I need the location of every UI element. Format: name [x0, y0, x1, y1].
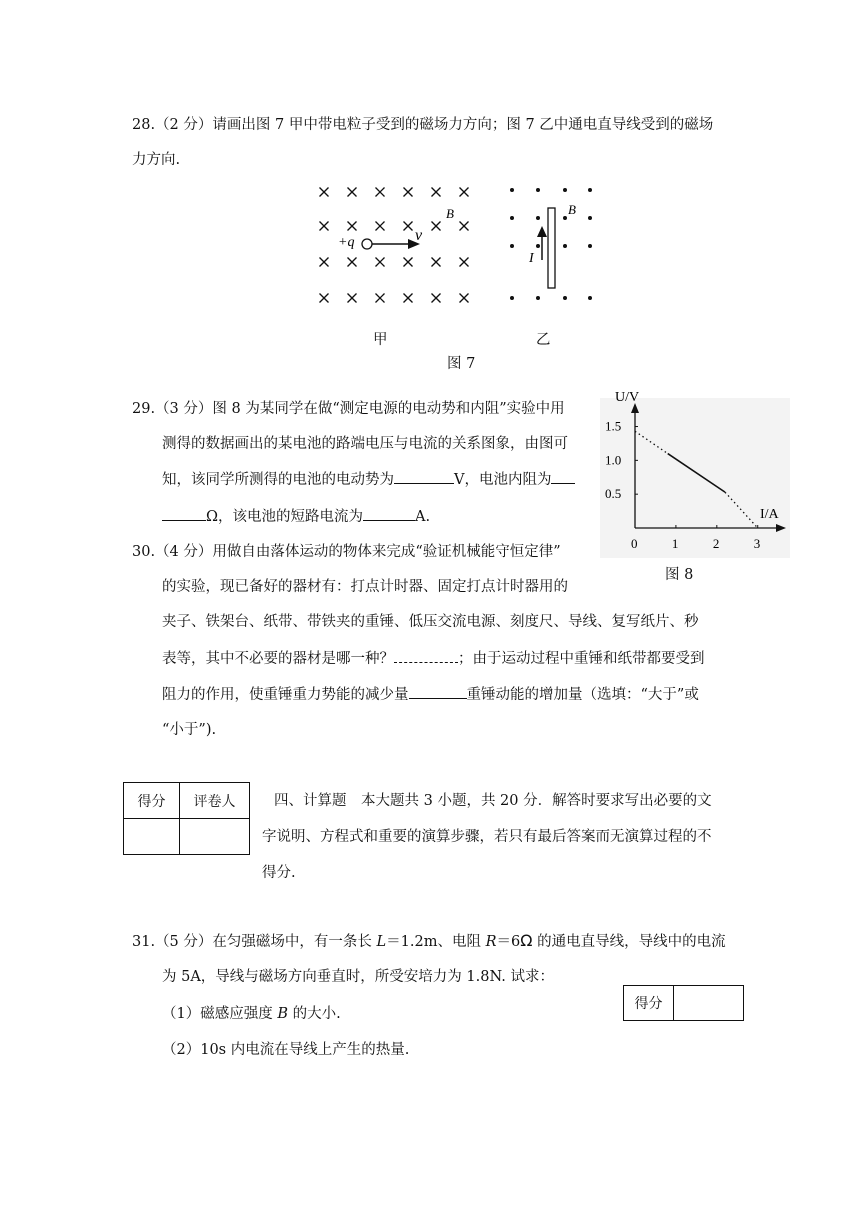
cross-mark	[376, 258, 385, 267]
cross-mark	[348, 294, 357, 303]
section4-line2: 字说明、方程式和重要的演算步骤，若只有最后答案而无演算过程的不	[262, 829, 712, 845]
emf-blank[interactable]	[394, 469, 454, 484]
cross-mark	[460, 188, 469, 197]
current-label: I	[529, 251, 534, 266]
x-tick-label: 0	[631, 536, 638, 551]
field-dot	[536, 296, 540, 300]
field-dot	[588, 244, 592, 248]
cross-mark	[348, 258, 357, 267]
cross-mark	[320, 222, 329, 231]
figure8-caption: 图 8	[665, 567, 694, 583]
q29-line4: Ω，该电池的短路电流为 A.	[162, 506, 430, 527]
cross-mark	[404, 222, 413, 231]
cross-mark	[404, 188, 413, 197]
section4-score-table	[123, 782, 250, 855]
field-dot	[536, 244, 540, 248]
grader-cell[interactable]	[180, 819, 250, 855]
cross-mark	[432, 188, 441, 197]
field-dot	[536, 216, 540, 220]
q29-line2: 测得的数据画出的某电池的路端电压与电流的关系图象，由图可	[162, 436, 568, 452]
figure7-caption: 图 7	[447, 356, 476, 372]
charge-label: +q	[338, 235, 355, 250]
q31-score-label: 得分	[624, 986, 674, 1021]
cross-mark	[432, 258, 441, 267]
figure7-right	[500, 180, 610, 310]
cross-mark	[460, 258, 469, 267]
field-label-left: B	[446, 206, 454, 221]
q28-line1: 28.（2 分）请画出图 7 甲中带电粒子受到的磁场力方向；图 7 乙中通电直导线受到的磁场	[132, 117, 714, 133]
figure7-left	[300, 180, 500, 320]
comparison-blank[interactable]	[409, 684, 467, 699]
y-tick-label: 1.5	[605, 418, 622, 434]
field-dot	[588, 216, 592, 220]
field-dot	[510, 244, 514, 248]
field-dot	[510, 188, 514, 192]
charge-circle	[362, 239, 372, 249]
x-axis-label: I/A	[760, 507, 779, 522]
field-dot	[510, 296, 514, 300]
cross-mark	[404, 294, 413, 303]
unnecessary-item-blank[interactable]	[394, 648, 458, 663]
q28-line2: 力方向.	[132, 152, 181, 168]
q30-line1: 30.（4 分）用做自由落体运动的物体来完成“验证机械能守恒定律”	[132, 544, 561, 560]
cross-mark	[320, 188, 329, 197]
x-tick-label: 2	[712, 536, 720, 551]
field-dot	[563, 244, 567, 248]
q30-line6: “小于”).	[162, 722, 217, 738]
field-dot	[588, 188, 592, 192]
cross-mark	[348, 188, 357, 197]
field-dot	[563, 188, 567, 192]
y-tick-label: 0.5	[605, 486, 622, 502]
grader-header: 评卷人	[180, 783, 250, 819]
figure8-chart	[600, 390, 790, 558]
q31-item1: （1）磁感应强度 B 的大小.	[162, 1006, 341, 1022]
cross-mark	[320, 294, 329, 303]
q31-score-cell[interactable]	[674, 986, 744, 1021]
figure7-left-label: 甲	[373, 332, 388, 348]
wire-rect	[548, 208, 555, 288]
score-cell[interactable]	[124, 819, 180, 855]
cross-mark	[376, 294, 385, 303]
cross-mark	[460, 294, 469, 303]
cross-mark	[460, 222, 469, 231]
field-dot	[563, 216, 567, 220]
y-axis-label: U/V	[615, 390, 640, 405]
q30-line4: 表等，其中不必要的器材是哪一种？ ；由于运动过程中重锤和纸带都要受到	[162, 648, 705, 669]
x-tick-label: 3	[753, 536, 761, 551]
cross-mark	[404, 258, 413, 267]
cross-mark	[376, 188, 385, 197]
section4-line1: 四、计算题 本大题共 3 小题，共 20 分．解答时要求写出必要的文	[274, 793, 712, 809]
q31-line1: 31.（5 分）在匀强磁场中，有一条长 L＝1.2m、电阻 R＝6Ω 的通电直导线，导线中的电流	[132, 931, 726, 950]
cross-mark	[376, 222, 385, 231]
q29-line1: 29.（3 分）图 8 为某同学在做“测定电源的电动势和内阻”实验中用	[132, 401, 565, 417]
cross-mark	[348, 222, 357, 231]
q31-line2: 为 5A，导线与磁场方向垂直时，所受安培力为 1.8N. 试求：	[162, 969, 554, 985]
figure7-right-label: 乙	[536, 332, 551, 348]
q29-line3: 知，该同学所测得的电池的电动势为 V，电池内阻为	[162, 469, 575, 490]
cross-mark	[320, 258, 329, 267]
score-header: 得分	[124, 783, 180, 819]
short-circuit-blank[interactable]	[363, 506, 415, 521]
field-label-right: B	[568, 202, 576, 217]
resistance-blank-start[interactable]	[551, 469, 575, 484]
section4-line3: 得分.	[262, 865, 296, 881]
velocity-label: v	[415, 227, 423, 244]
resistance-blank[interactable]	[162, 506, 206, 521]
field-dot	[510, 216, 514, 220]
x-tick-label: 1	[671, 536, 679, 551]
field-dot	[536, 188, 540, 192]
q31-item2: （2）10s 内电流在导线上产生的热量.	[162, 1042, 410, 1058]
q30-line2: 的实验，现已备好的器材有：打点计时器、固定打点计时器用的	[162, 579, 568, 595]
cross-mark	[432, 294, 441, 303]
q30-line3: 夹子、铁架台、纸带、带铁夹的重锤、低压交流电源、刻度尺、导线、复写纸片、秒	[162, 614, 699, 630]
q31-score-table	[623, 985, 744, 1021]
field-dot	[588, 296, 592, 300]
cross-mark	[432, 222, 441, 231]
field-dot	[563, 296, 567, 300]
y-tick-label: 1.0	[605, 452, 622, 468]
q30-line5: 阻力的作用，使重锤重力势能的减少量 重锤动能的增加量（选填：“大于”或	[162, 684, 699, 705]
